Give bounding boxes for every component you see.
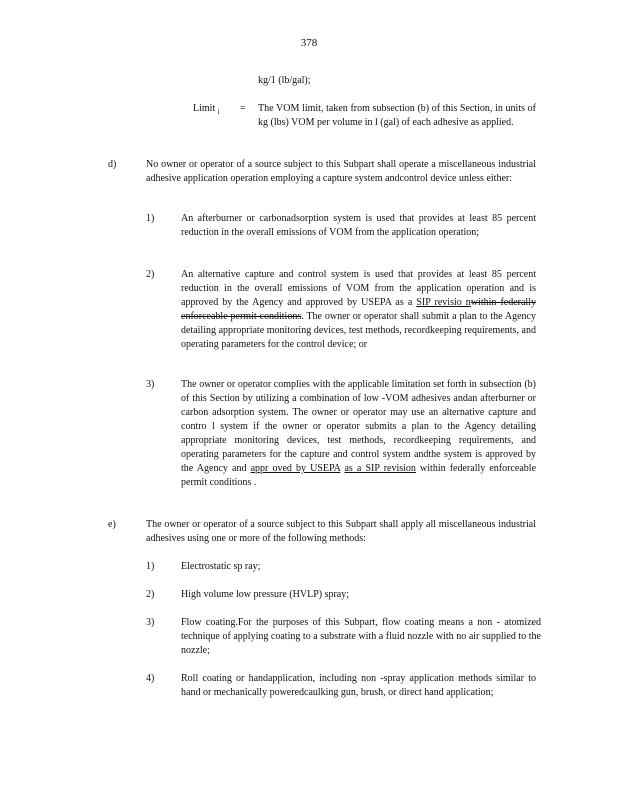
page-number: 378 bbox=[300, 37, 318, 49]
d2-struck-text: within federally enforceable permit conditions bbox=[181, 297, 536, 322]
d2-underlined-text: SIP revisio n bbox=[416, 297, 471, 308]
e1-marker: 1) bbox=[146, 561, 155, 572]
e2-paragraph: High volume low pressure (HVLP) spray; bbox=[181, 589, 350, 600]
d1-marker: 1) bbox=[146, 213, 155, 224]
limit-term bbox=[193, 102, 220, 119]
e3-paragraph: Flow coating.For the purposes of this Subpart, flow coating means a non - atomized technique of applying coating to a substrate with a fluid nozzle with no air supplied to the nozzle; bbox=[181, 617, 541, 656]
e4-paragraph: Roll coating or handapplication, including non -spray application methods similar to hand or mechanically poweredcaulking gun, brush, or direct hand application; bbox=[181, 673, 536, 698]
e4-marker: 4) bbox=[146, 673, 155, 684]
d-paragraph: No owner or operator of a source subject to this Subpart shall operate a miscellaneous industrial adhesive application operation employing a capture system andcontrol device unless either: bbox=[146, 159, 536, 184]
d2-paragraph bbox=[181, 268, 536, 352]
d3-text-b: within federally enforceable permit conditions . bbox=[181, 463, 537, 488]
e-marker: e) bbox=[108, 519, 116, 530]
d3-marker: 3) bbox=[146, 379, 155, 390]
d-marker: d) bbox=[108, 159, 117, 170]
e3-marker: 3) bbox=[146, 617, 155, 628]
d2-text-b: . The owner or operator shall submit a plan to the Agency detailing appropriate monitoring devices, test methods, recordkeeping requirements, and operating parameters for the control device; or bbox=[181, 311, 536, 350]
units-line: kg/1 (lb/gal); bbox=[258, 75, 311, 86]
d1-paragraph: An afterburner or carbonadsorption system is used that provides at least 85 percent reduction in the overall emissions of VOM from the application operation; bbox=[181, 213, 536, 238]
d3-text-a: The owner or operator complies with the applicable limitation set forth in subsection (b) of this Section by utilizing a combination of low -VOM adhesives andan afterburner or carbon adsorption system. The owner or operator may use an alternative capture and contro l system if the owner or operator submits a plan to the Agency detailing appropriate monitoring devices, test methods, recordkeeping requirements, and operating parameters for the capture and control system andthe system is approved by the Agency and bbox=[181, 379, 536, 474]
limit-definition: The VOM limit, taken from subsection (b) of this Section, in units of kg (lbs) VOM per volume in l (gal) of each adhesive as applied. bbox=[258, 103, 536, 128]
d2-text-a: An alternative capture and control system is used that provides at least 85 percent reduction in the overall emissions of VOM from the application operation and is approved by the Agency and approved by USEPA as a bbox=[181, 269, 536, 308]
e-paragraph: The owner or operator of a source subject to this Subpart shall apply all miscellaneous industrial adhesives using one or more of the following methods: bbox=[146, 519, 536, 544]
d3-paragraph bbox=[181, 378, 536, 490]
e1-paragraph: Electrostatic sp ray; bbox=[181, 561, 261, 572]
d2-marker: 2) bbox=[146, 269, 155, 280]
d3-underlined-text-2: as a SIP revision bbox=[344, 463, 416, 474]
limit-term-text: Limit bbox=[193, 103, 216, 114]
d3-underlined-text-1: appr oved by USEPA bbox=[250, 463, 341, 474]
e2-marker: 2) bbox=[146, 589, 155, 600]
limit-equals: = bbox=[240, 103, 246, 114]
limit-subscript: i bbox=[217, 108, 220, 116]
